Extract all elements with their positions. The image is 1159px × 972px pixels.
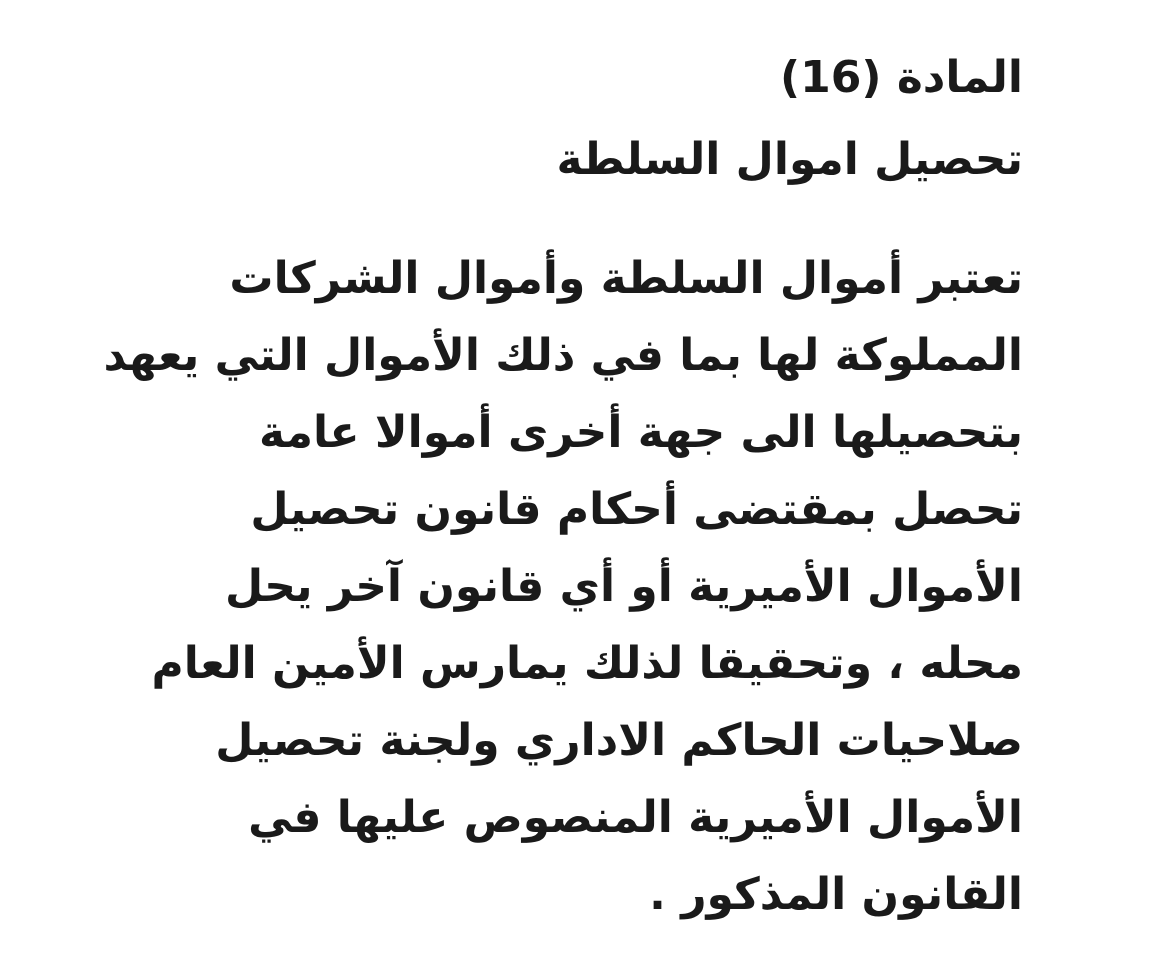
body-line: محله ، وتحقيقا لذلك يمارس الأمين العام: [151, 638, 1023, 689]
body-line: المملوكة لها بما في ذلك الأموال التي يعهد: [103, 330, 1023, 381]
article-title: تحصيل اموال السلطة: [556, 134, 1023, 185]
body-line: بتحصيلها الى جهة أخرى أموالا عامة: [259, 407, 1023, 458]
body-line: صلاحيات الحاكم الاداري ولجنة تحصيل: [215, 715, 1023, 766]
article-body: [20, 240, 1023, 933]
body-line: الأموال الأميرية أو أي قانون آخر يحل: [225, 561, 1023, 612]
article-number: المادة (16): [780, 52, 1023, 103]
body-line: الأموال الأميرية المنصوص عليها في: [248, 792, 1023, 843]
body-line: القانون المذكور .: [649, 869, 1023, 920]
body-line: تعتبر أموال السلطة وأموال الشركات: [229, 253, 1023, 304]
body-line: تحصل بمقتضى أحكام قانون تحصيل: [250, 484, 1023, 535]
